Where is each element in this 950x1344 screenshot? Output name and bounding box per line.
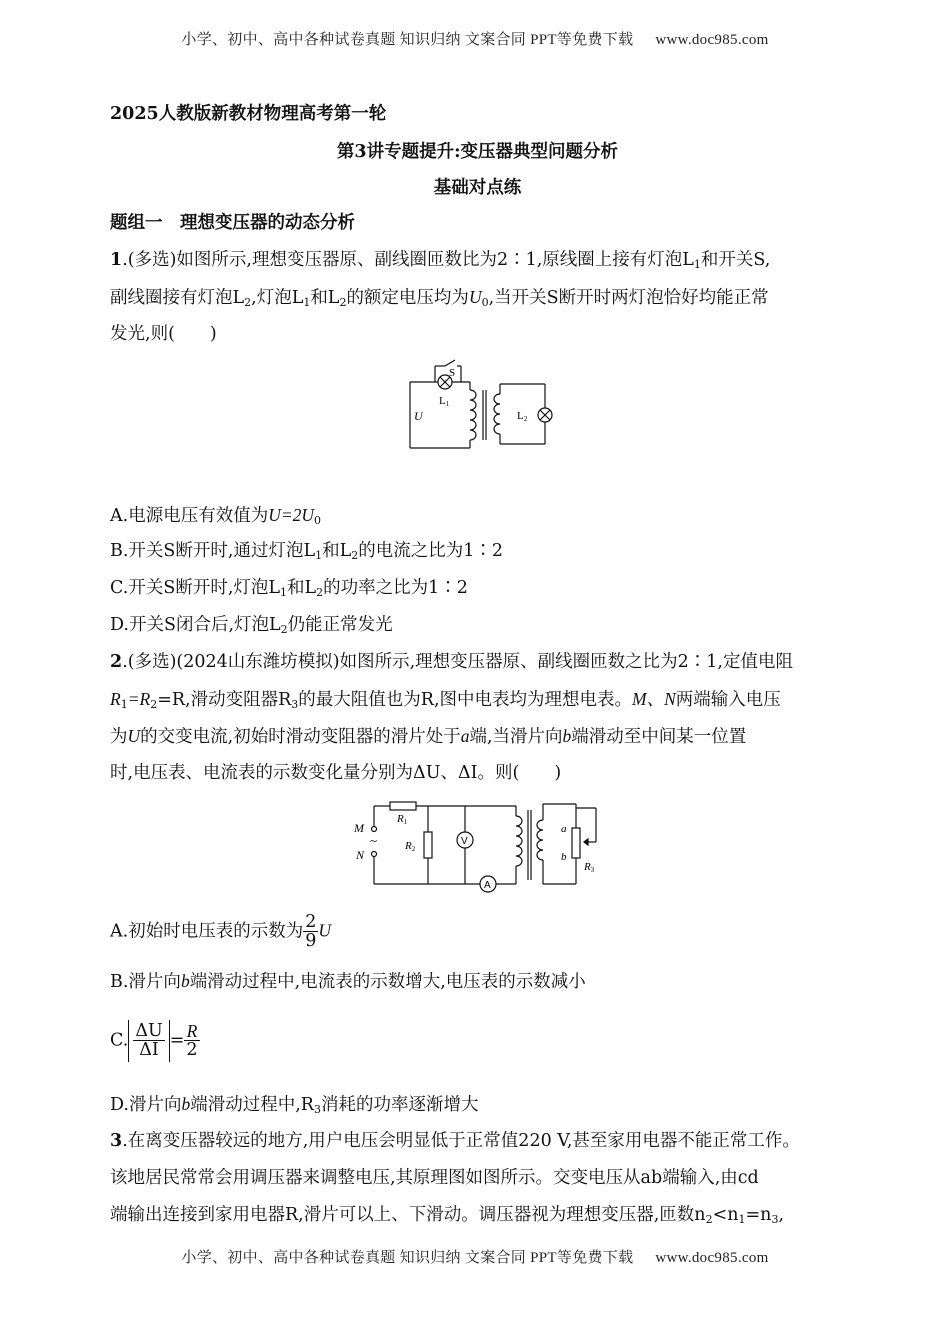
q2-text: 端滑动至中间某一位置 [571,727,747,747]
option-text: 仍能正常发光 [287,615,393,635]
sub: 2 [244,296,252,309]
label-v: V [461,836,468,847]
q2-text: 的最大阻值也为R,图中电表均为理想电表。 [298,690,633,710]
q2-text: .(多选)(2024山东潍坊模拟)如图所示,理想变压器原、副线圈匝数之比为2∶1,定值电阻 [122,652,793,672]
q1-text: 的额定电压均为 [346,288,469,308]
q1-text: 和L [310,288,340,308]
q2-option-b[interactable] [110,971,586,993]
q2-text: 端,当滑片向 [469,727,563,747]
q2-text: R [110,689,121,709]
group-heading: 题组一 理想变压器的动态分析 [110,213,355,233]
sub: 2 [316,586,324,599]
label-s: S [449,367,456,379]
sub: 3 [291,698,299,711]
option-text: 端滑动过程中,电流表的示数增大,电压表的示数减小 [189,972,586,992]
q1-option-c[interactable] [110,578,468,599]
label-a-end: a [561,823,567,835]
label-m: M [354,821,364,835]
option-text: b [180,971,190,991]
q2-text: =R,滑动变阻器R [157,690,292,710]
q2-option-d[interactable] [110,1094,478,1116]
page-header [0,28,950,49]
q3-line2: 该地居民常常会用调压器来调整电压,其原理图如图所示。交变电压从ab端输入,由cd [110,1168,759,1188]
q1-circuit-diagram [405,356,555,456]
q3-text: <n [712,1205,739,1225]
sub: 1 [403,818,408,826]
sub: 2 [705,1213,713,1226]
sub: 3 [590,866,595,874]
q2-text: 的交变电流,初始时滑动变阻器的滑片处于 [140,727,461,747]
q1-line1 [110,250,770,271]
q2-text: U [127,726,141,746]
option-text: D.滑片向 [110,1095,182,1115]
q2-circuit-diagram [348,794,608,898]
q2-line3 [110,726,746,748]
svg-text:L1 [439,395,450,408]
header-url[interactable]: www.doc985.com [655,32,769,48]
label-n: N [356,848,365,862]
var-u: U [468,287,482,307]
q1-text: 副线圈接有灯泡L [110,288,245,308]
option-text: 和L [287,578,317,598]
option-text: U [318,920,331,941]
option-text: 的电流之比为1∶2 [358,541,504,561]
q1-text: 和开关S, [700,250,771,270]
svg-text:R3 [583,861,595,874]
svg-text:R2 [404,840,416,853]
frac-den: 2 [186,1040,198,1061]
q3-text: .在离变压器较远的地方,用户电压会明显低于正常值220 V,甚至家用电器不能正常工作。 [122,1131,800,1151]
series-title: 2025人教版新教材物理高考第一轮 [110,104,387,124]
label-l1: L [439,395,446,407]
option-text: B.滑片向 [110,972,181,992]
label-r1: R [397,813,404,825]
q3-text: =n [745,1205,772,1225]
q1-option-d[interactable] [110,615,393,636]
sub: 3 [771,1213,779,1226]
option-text: D.开关S闭合后,灯泡L [110,615,281,635]
option-text: 消耗的功率逐渐增大 [320,1095,479,1115]
label-tilde: ~ [370,833,378,848]
header-text: 小学、初中、高中各种试卷真题 知识归纳 文案合同 PPT等免费下载 [181,32,634,48]
option-text: 的功率之比为1∶2 [323,578,468,598]
frac-den: 9 [305,931,317,952]
q1-option-a[interactable] [110,505,321,527]
sub: 2 [411,845,416,853]
page-footer [0,1246,950,1267]
option-text: A.初始时电压表的示数为 [110,921,304,942]
option-text: C. [110,1030,129,1051]
sub: 2 [351,549,359,562]
label-b-end: b [561,851,567,863]
q3-text: , [778,1205,785,1225]
sub: 1 [693,258,701,271]
sub: 1 [120,698,128,711]
frac-den: ΔI [139,1040,159,1061]
q2-number: 2 [110,652,123,672]
q1-text: ,灯泡L [251,288,304,308]
sub: 2 [523,415,528,423]
label-r2: R [405,840,412,852]
q2-text: a [460,726,470,746]
option-text: 端滑动过程中,R [190,1095,314,1115]
frac-num: ΔU [135,1021,163,1041]
sub: 3 [313,1103,321,1116]
option-text: b [181,1094,191,1114]
fraction [184,1022,199,1060]
sub: 2 [150,698,158,711]
fraction [303,913,318,951]
sub: 1 [738,1213,746,1226]
q2-text: 两端输入电压 [675,690,781,710]
q3-line1 [110,1131,800,1152]
label-a: A [484,880,491,891]
option-text: A.电源电压有效值为 [110,506,269,526]
q2-text: 为 [110,727,128,747]
absolute-value [128,1020,169,1062]
q2-text: =R [127,689,151,709]
q2-text: M、N [632,689,676,709]
option-text: C.开关S断开时,灯泡L [110,578,281,598]
q1-line3: 发光,则( ) [110,324,217,344]
q3-line3 [110,1205,784,1226]
option-text: 和L [322,541,352,561]
q2-option-c[interactable] [110,1020,200,1062]
q3-text: 端输出连接到家用电器R,滑片可以上、下滑动。调压器视为理想变压器,匝数n [110,1205,706,1225]
svg-text:R1 [396,813,408,826]
footer-url[interactable]: www.doc985.com [655,1250,769,1266]
q2-line4: 时,电压表、电流表的示数变化量分别为ΔU、ΔI。则( ) [110,763,562,783]
svg-text:L2 [517,410,528,423]
q1-text: .(多选)如图所示,理想变压器原、副线圈匝数比为2∶1,原线圈上接有灯泡L [122,250,694,270]
q3-number: 3 [110,1131,123,1151]
q2-line2 [110,689,781,711]
label-r3: R [584,861,591,873]
option-text: B.开关S断开时,通过灯泡L [110,541,316,561]
option-eq: U=2U [268,505,315,525]
q2-option-a[interactable] [110,913,331,951]
sub: 2 [339,296,347,309]
q1-number: 1 [110,250,123,270]
sub: 0 [481,296,489,309]
label-u: U [414,409,423,423]
lecture-title: 第3讲专题提升:变压器典型问题分析 [336,142,619,162]
q1-line2 [110,287,769,309]
q2-line1 [110,652,793,673]
q1-option-b[interactable] [110,541,503,562]
sub: 0 [314,514,322,527]
sub: 2 [280,623,288,636]
q1-text: ,当开关S断开时两灯泡恰好均能正常 [488,288,769,308]
sub: 1 [280,586,288,599]
section-subtitle: 基础对点练 [433,178,522,198]
sub: 1 [303,296,311,309]
footer-text: 小学、初中、高中各种试卷真题 知识归纳 文案合同 PPT等免费下载 [181,1250,634,1266]
sub: 1 [315,549,323,562]
frac-num: R [184,1022,199,1041]
label-l2: L [517,410,524,422]
equals: = [169,1030,185,1051]
frac-num: 2 [305,912,317,932]
sub: 1 [445,400,450,408]
q2-text: b [562,726,572,746]
